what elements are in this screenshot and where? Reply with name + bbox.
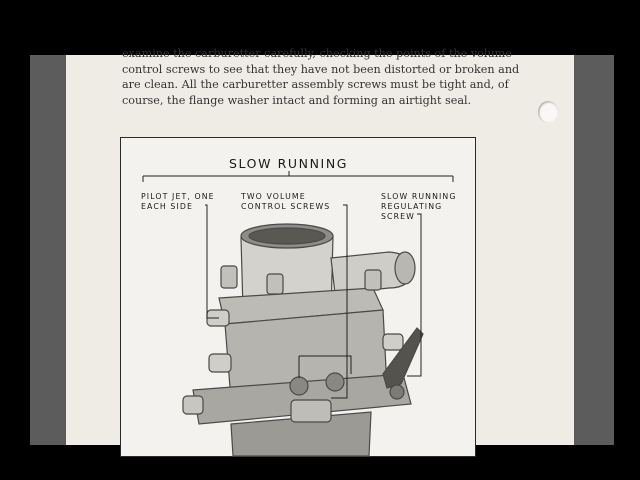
regulating-screw-label-line3: SCREW — [381, 212, 415, 221]
figure-title: SLOW RUNNING — [229, 156, 349, 171]
binder-punch-hole — [538, 101, 558, 123]
regulating-screw-label-line1: SLOW RUNNING — [381, 192, 457, 201]
body-paragraph — [122, 46, 520, 108]
volume-screws-label-line1: TWO VOLUME — [241, 192, 306, 201]
carburetter-figure — [120, 137, 476, 457]
viewer-gutter-left — [30, 55, 66, 445]
viewer-gutter-right — [574, 55, 614, 445]
document-page[interactable] — [66, 47, 574, 445]
carburetter-body — [183, 224, 423, 456]
paragraph-line: control screws to see that they have not been distorted or broken and — [122, 62, 520, 76]
pilot-jet-label-line2: EACH SIDE — [141, 202, 193, 211]
paragraph-line: course, the flange washer intact and forming an airtight seal. — [122, 93, 472, 107]
carburetter-illustration — [121, 138, 477, 458]
pilot-jet-label-line1: PILOT JET, ONE — [141, 192, 215, 201]
paragraph-line: are clean. All the carburetter assembly screws must be tight and, of — [122, 78, 509, 91]
regulating-screw-label-line2: REGULATING — [381, 202, 443, 211]
volume-screws-label-line2: CONTROL SCREWS — [241, 202, 331, 211]
paragraph-line: examine the carburetter carefully, checking the points of the volume — [122, 47, 512, 60]
